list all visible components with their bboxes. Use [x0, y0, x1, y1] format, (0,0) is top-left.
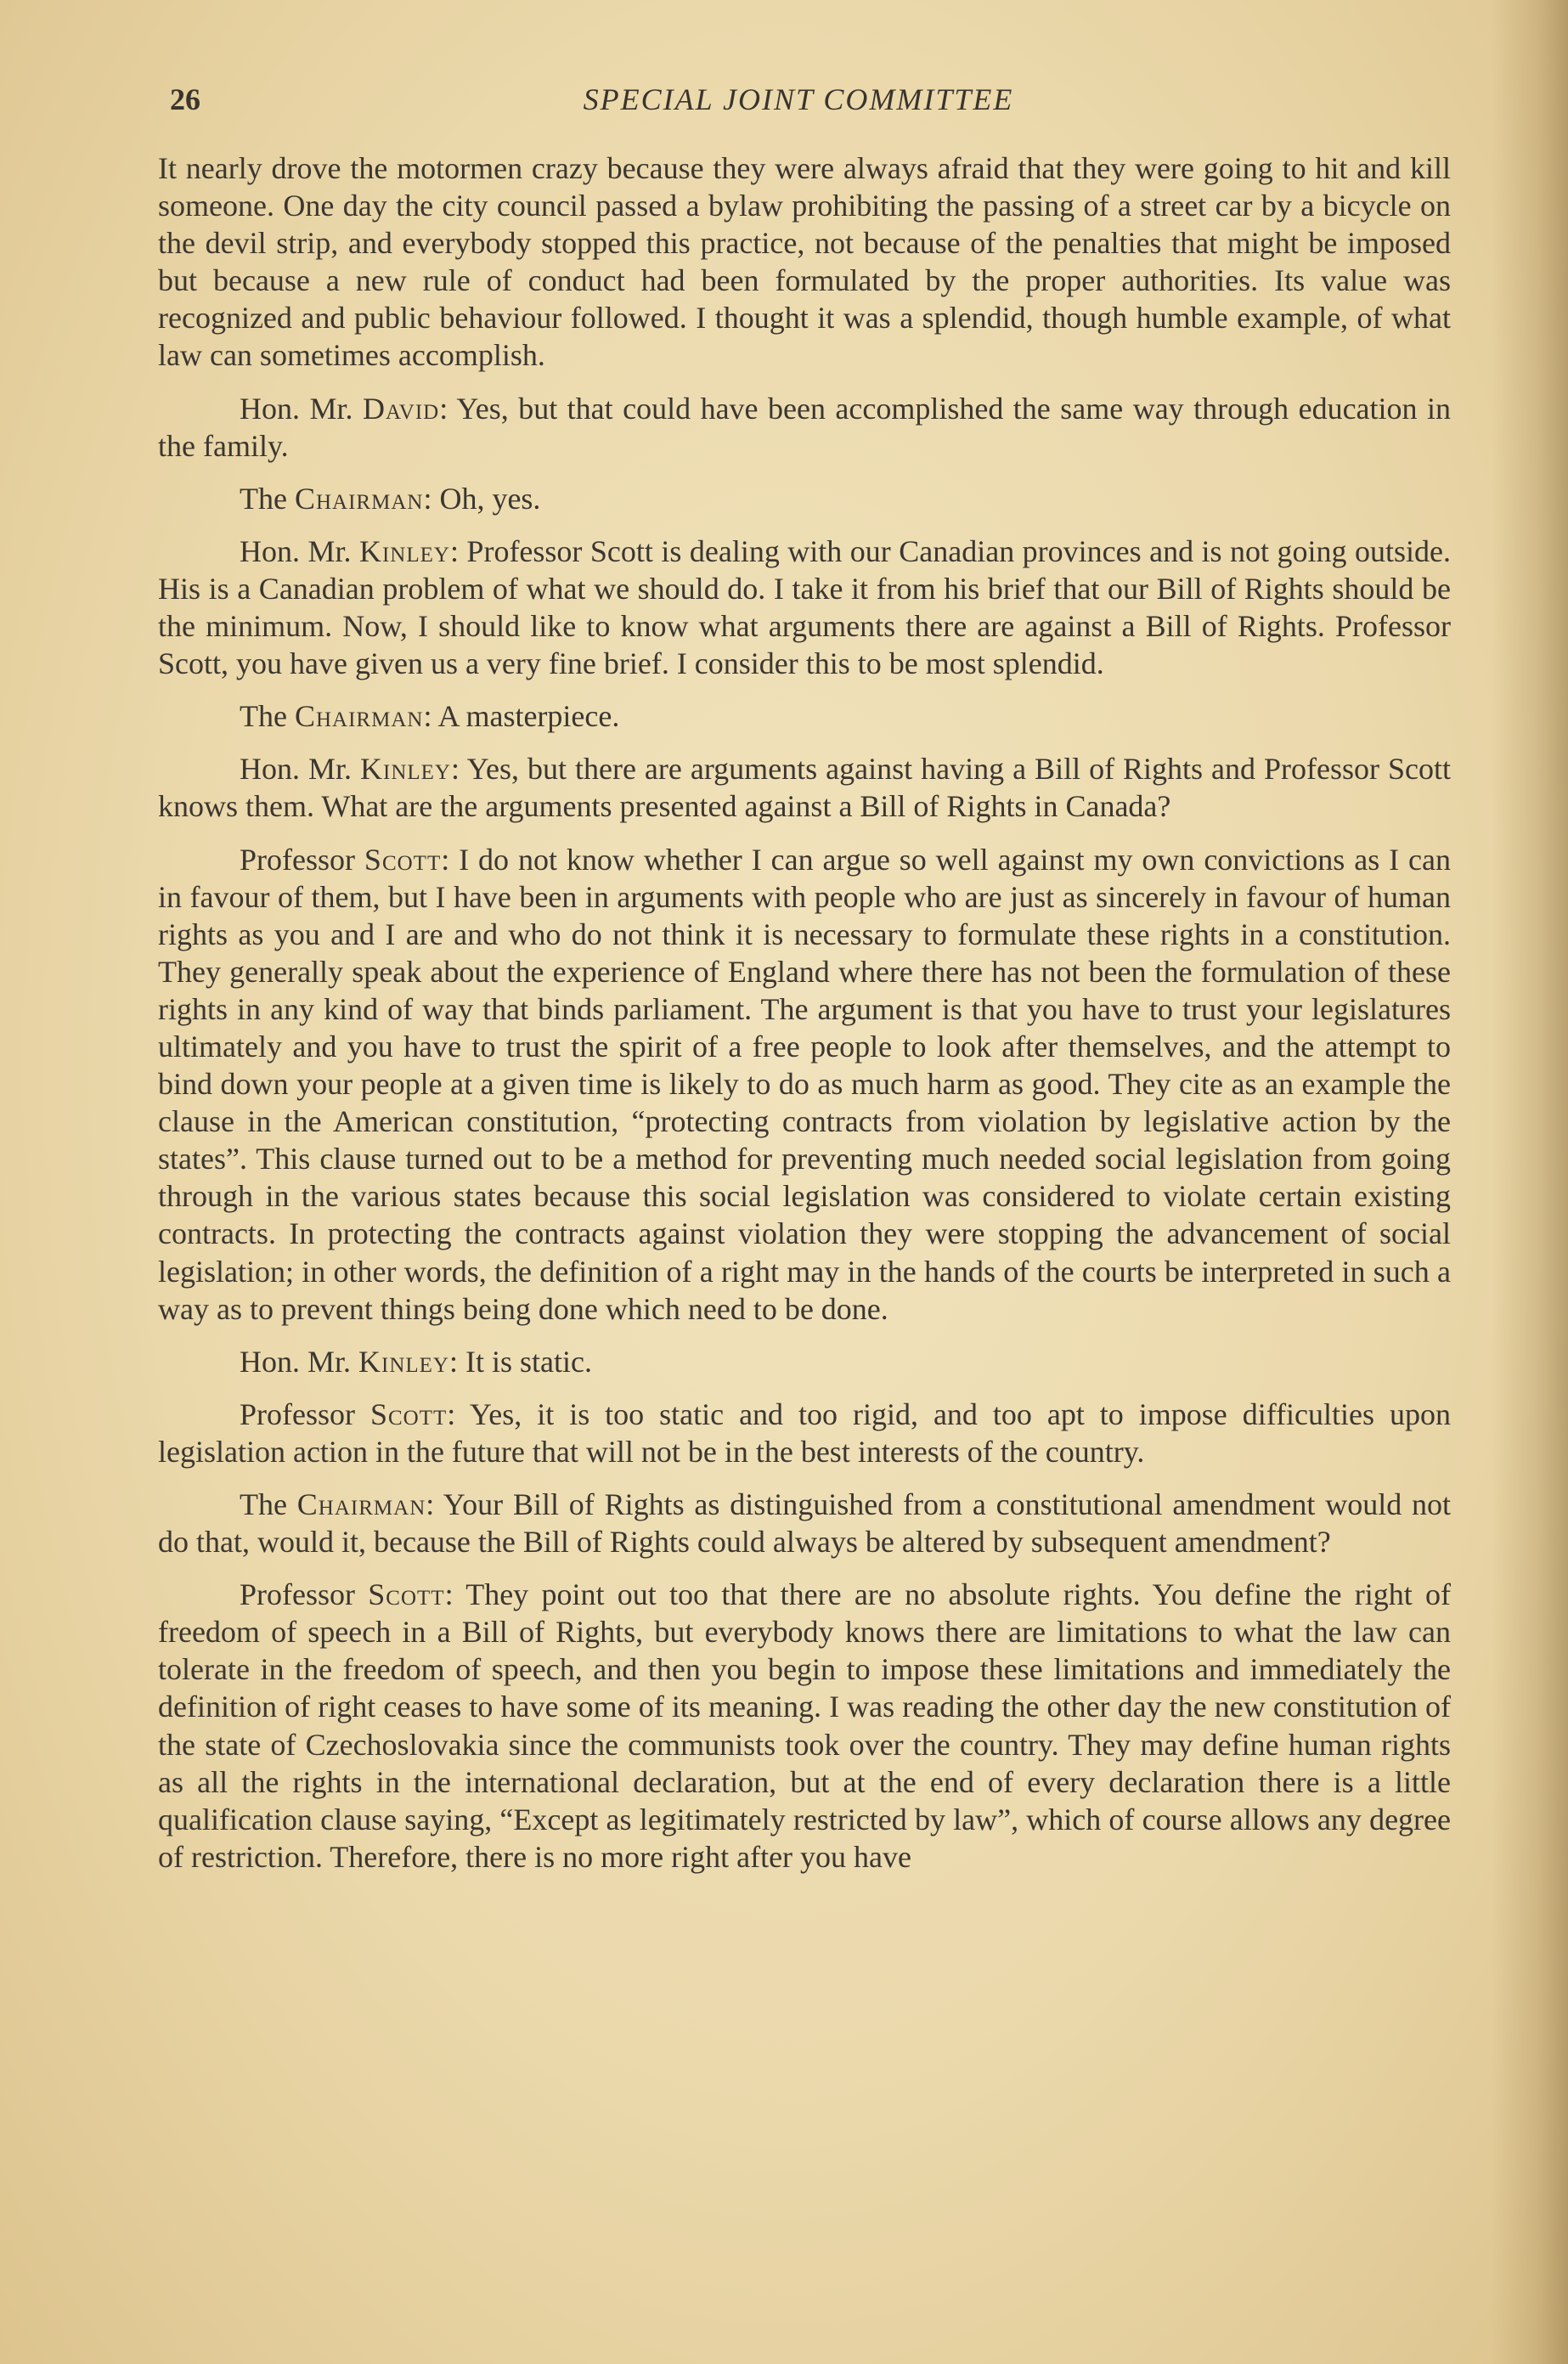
paragraph-text: : A masterpiece. [423, 699, 620, 734]
paragraph [158, 1486, 1451, 1560]
speaker-prefix: Hon. Mr. [240, 752, 360, 787]
speaker-prefix: The [240, 699, 295, 734]
speaker-name: Chairman [294, 699, 424, 734]
paragraph-text: It nearly drove the motormen crazy because they were always afraid that they were going to hit and kill someone. One day the city council passed a bylaw prohibiting the passing of a street car by a bicycle on the devil strip, and everybody stopped this practice, not because of the penalties that might be imposed but because a new rule of conduct had been formulated by the proper authorities. Its value was recognized and public behaviour followed. I thought it was a splendid, though humble example, of what law can sometimes accomplish. [158, 151, 1451, 373]
page-header [170, 82, 1427, 133]
speaker-prefix: Professor [240, 1577, 369, 1612]
running-head: SPECIAL JOINT COMMITTEE [583, 82, 1014, 116]
paragraph [158, 1396, 1451, 1470]
paragraph-text: : Oh, yes. [423, 481, 541, 516]
paragraph [158, 697, 1451, 735]
paragraph-text: : Yes, but there are arguments against having a Bill of Rights and Professor Scott knows them. What are the arguments presented against a Bill of Rights in Canada? [158, 752, 1451, 824]
paragraph [158, 750, 1451, 825]
speaker-prefix: Professor [240, 1396, 370, 1431]
paragraph [158, 150, 1451, 375]
speaker-prefix: The [240, 481, 295, 516]
paragraph-text: : Yes, it is too static and too rigid, and too apt to impose difficulties upon legislation action in the future that will not be in the best interests of the country. [158, 1396, 1451, 1469]
paragraph-text: : Your Bill of Rights as distinguished from a constitutional amendment would not do that, would it, because the Bill of Rights could always be altered by subsequent amendment? [158, 1487, 1452, 1560]
paragraph [158, 533, 1451, 682]
speaker-prefix: Professor [240, 842, 364, 877]
paragraph [158, 1343, 1451, 1380]
speaker-name: Scott [364, 842, 442, 877]
page-edge-shadow [1492, 0, 1568, 2364]
speaker-name: Kinley [358, 533, 450, 568]
paragraph [158, 1576, 1451, 1876]
speaker-prefix: Hon. Mr. [240, 533, 359, 568]
paragraph-text: : Professor Scott is dealing with our Canadian provinces and is not going outside. His is a Canadian problem of what we should do. I take it from his brief that our Bill of Rights should be the minimum. Now, I should like to know what arguments there are against a Bill of Rights. Professor Scott, you have given us a very fine brief. I consider this to be most splendid. [158, 533, 1451, 681]
paragraph [158, 390, 1451, 465]
speaker-prefix: The [240, 1487, 297, 1521]
paragraph-text: : They point out too that there are no absolute rights. You define the right of freedom of speech in a Bill of Rights, but everybody knows there are limitations to what the law can tolerate in the freedom of speech, and then you begin to impose these limitations and immediately the definition of right ceases to have some of its meaning. I was reading the other day the new constitution of the state of Czechoslovakia since the communists took over the country. They may define human rights as all the rights in the international declaration, but at the end of every declaration there is a little qualification clause saying, “Except as legitimately restricted by law”, which of course allows any degree of restriction. Therefore, there is no more right after you have [158, 1577, 1451, 1874]
speaker-name: Scott [368, 1577, 445, 1612]
paragraph-text: : I do not know whether I can argue so well against my own convictions as I can in favour of them, but I have been in arguments with people who are just as sincerely in favour of human rights as you and I are and who do not think it is necessary to formulate these rights in a constitution. They generally speak about the experience of England where there has not been the formulation of these rights in any kind of way that binds parliament. The argument is that you have to trust your legislatures ultimately and you have to trust the spirit of a free people to look after themselves, and the attempt to bind down your people at a given time is likely to do as much harm as good. They cite as an example the clause in the American constitution, “protecting contracts from violation by legislative action by the states”. This clause turned out to be a method for preventing much needed social legislation from going through in the various states because this social legislation was considered to violate certain existing contracts. In protecting the contracts against violation they were stopping the advancement of social legislation; in other words, the definition of a right may in the hands of the courts be interpreted in such a way as to prevent things being done which need to be done. [158, 842, 1452, 1326]
paragraph-text: : It is static. [449, 1344, 592, 1379]
speaker-name: Chairman [296, 1487, 426, 1521]
speaker-name: Scott [369, 1396, 448, 1431]
speaker-name: Chairman [294, 481, 424, 516]
speaker-prefix: Hon. Mr. [240, 1344, 359, 1379]
speaker-prefix: Hon. Mr. [240, 391, 363, 426]
speaker-name: Kinley [358, 1344, 449, 1379]
speaker-name: David [362, 391, 440, 426]
body-text [158, 150, 1451, 1891]
paragraph-text: : Yes, but that could have been accomplished the same way through education in the family. [158, 391, 1452, 463]
paragraph [158, 480, 1451, 517]
speaker-name: Kinley [360, 752, 451, 787]
page-number: 26 [170, 82, 200, 116]
paragraph [158, 841, 1451, 1328]
